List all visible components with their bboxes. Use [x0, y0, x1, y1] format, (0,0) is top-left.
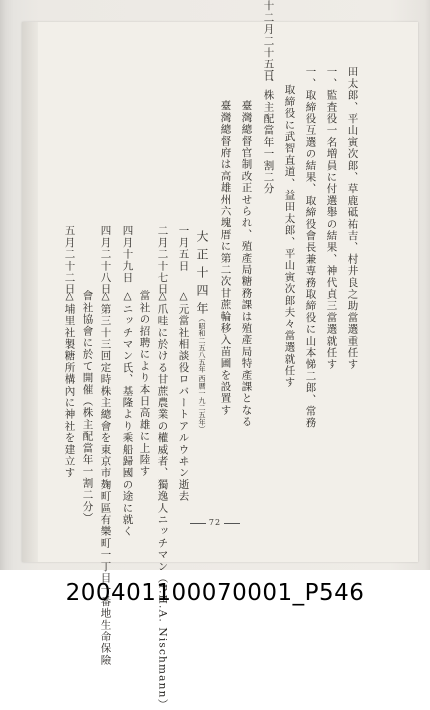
entry-col-2: △爪哇に於ける甘蔗農業の權威者、獨逸人ニッチマン（P.H.A. Nischmann） [156, 290, 169, 710]
entry-col-1: △元當社相談役ロバートアルウヰン逝去 [177, 290, 190, 503]
page-number [175, 518, 255, 527]
entry-col-3: 當社の招聘により本日高雄に上陸す [138, 290, 151, 478]
entry-col-5: △第三十三回定時株主總會を東京市麹町區有樂町一丁目一番地生命保險 [99, 290, 112, 666]
upper-col-4: 取締役に武智直道、益田太郎、平山寅次郎夫々當選就任す [283, 84, 296, 389]
upper-col-7: 臺灣總督府は高雄州六塊厝に第二次甘蔗輪移入苗圃を設置す [219, 100, 232, 416]
upper-col-2: 一、監査役一名増員に付選舉の結果、神代貞三當選就任す [325, 66, 338, 371]
date-may-22: 五月二十二日 [63, 225, 76, 296]
image-id-caption: 200401100070001_P546 [65, 580, 365, 606]
upper-col-3: 一、取締役互選の結果、取締役會長兼専務取締役に山本悌二郎、常務 [304, 66, 317, 429]
entry-col-6: 會社協會に於て開催（株主配當年一割二分） [81, 290, 94, 524]
entry-col-7: △埔里社製糖所構內に神社を建立す [63, 290, 76, 479]
upper-col-1: 田太郎、平山寅次郎、草鹿砥祐吉、村井良之助當選重任す [346, 66, 359, 371]
upper-col-6: 臺灣總督官制改正せられ、殖產局糖務課は殖產局特產課となる [240, 100, 253, 428]
date-apr-28: 四月二十八日 [99, 225, 112, 296]
year-note: （昭和二五八五年 西曆一九二五年） [198, 315, 206, 433]
date-dec-25: 十二月二十五日 [262, 0, 275, 82]
entry-col-4: △ニッチマン氏、基隆より乘船歸國の途に就く [121, 290, 134, 538]
upper-col-5: 一、株主配當年一割二分 [262, 66, 275, 195]
page-number-dash-right [224, 523, 240, 524]
date-feb-27: 二月二十七日 [156, 225, 169, 296]
page-number-text: 72 [208, 518, 222, 527]
date-apr-19: 四月十九日 [121, 225, 134, 284]
year-heading: 大正十四年 [195, 230, 209, 320]
page-binding-shadow [22, 22, 38, 562]
page-number-dash-left [190, 523, 206, 524]
date-jan-5: 一月五日 [177, 225, 190, 272]
